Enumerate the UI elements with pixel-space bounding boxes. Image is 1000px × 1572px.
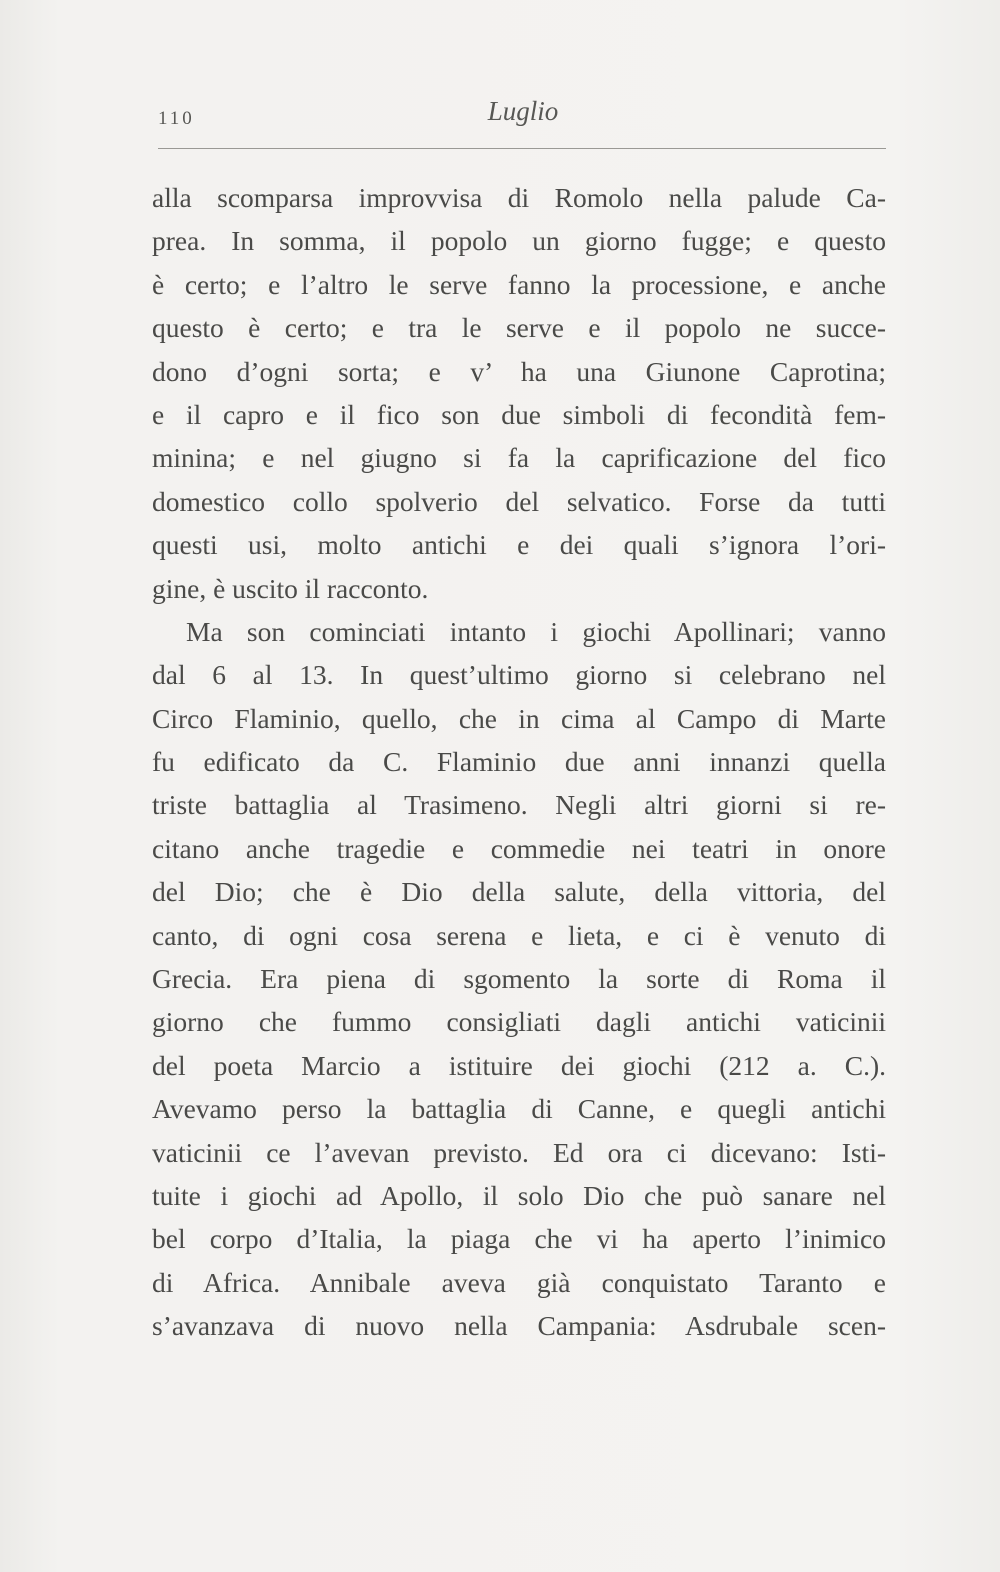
text-line: del poeta Marcio a istituire dei giochi (212 a. C.). — [152, 1049, 886, 1081]
text-line: canto, di ogni cosa serena e lieta, e ci è venuto di — [152, 919, 886, 951]
text-line: fu edificato da C. Flaminio due anni innanzi quella — [152, 746, 886, 778]
text-line: prea. In somma, il popolo un giorno fugge; e questo — [152, 225, 886, 257]
text-line: e il capro e il fico son due simboli di fecondità fem- — [152, 398, 886, 430]
text-line: giorno che fummo consigliati dagli antichi vaticinii — [152, 1006, 886, 1038]
text-line: questo è certo; e tra le serve e il popolo ne succe- — [152, 312, 886, 344]
text-line: Grecia. Era piena di sgomento la sorte di Roma il — [152, 963, 886, 995]
text-line: triste battaglia al Trasimeno. Negli altri giorni si re- — [152, 789, 886, 821]
text-line: questi usi, molto antichi e dei quali s’ignora l’ori- — [152, 529, 886, 561]
running-header — [158, 96, 884, 140]
text-line: tuite i giochi ad Apollo, il solo Dio che può sanare nel — [152, 1179, 886, 1211]
text-line: minina; e nel giugno si fa la caprificazione del fico — [152, 442, 886, 474]
text-line: citano anche tragedie e commedie nei teatri in onore — [152, 832, 886, 864]
body-text — [152, 176, 886, 1348]
text-line: bel corpo d’Italia, la piaga che vi ha aperto l’inimico — [152, 1223, 886, 1255]
text-line: s’avanzava di nuovo nella Campania: Asdrubale scen- — [152, 1310, 886, 1342]
text-line: vaticinii ce l’avevan previsto. Ed ora ci dicevano: Isti- — [152, 1136, 886, 1168]
running-title: Luglio — [487, 96, 559, 126]
paragraph-first-line: Ma son cominciati intanto i giochi Apollinari; vanno — [186, 615, 886, 647]
text-line: è certo; e l’altro le serve fanno la processione, e anche — [152, 268, 886, 300]
text-line: dono d’ogni sorta; e v’ ha una Giunone Caprotina; — [152, 355, 886, 387]
text-line: Avevamo perso la battaglia di Canne, e quegli antichi — [152, 1093, 886, 1125]
text-line: Circo Flaminio, quello, che in cima al Campo di Marte — [152, 702, 886, 734]
text-line: domestico collo spolverio del selvatico. Forse da tutti — [152, 485, 886, 517]
text-line: del Dio; che è Dio della salute, della vittoria, del — [152, 876, 886, 908]
text-line: dal 6 al 13. In quest’ultimo giorno si celebrano nel — [152, 659, 886, 691]
page-number: 110 — [158, 108, 195, 129]
header-rule — [158, 148, 886, 149]
text-line: alla scomparsa improvvisa di Romolo nella palude Ca- — [152, 182, 886, 213]
text-line: di Africa. Annibale aveva già conquistato Taranto e — [152, 1266, 886, 1298]
paragraph-end-line: gine, è uscito il racconto. — [152, 572, 429, 604]
